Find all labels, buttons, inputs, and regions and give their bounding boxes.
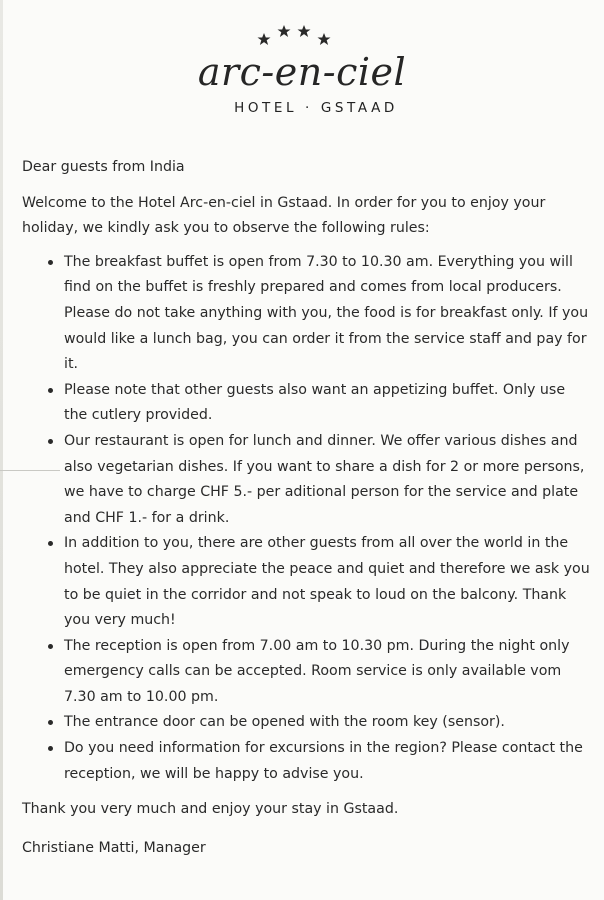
rule-text: The entrance door can be opened with the room key (sensor).	[64, 714, 505, 731]
list-item	[22, 250, 592, 378]
four-stars-icon	[254, 24, 334, 48]
rule-text: Do you need information for excursions in the region? Please contact the reception, we will be happy to advise you.	[64, 740, 583, 782]
bullet-icon	[48, 644, 53, 649]
list-item	[22, 378, 592, 429]
bullet-icon	[48, 260, 53, 265]
list-item	[22, 736, 592, 787]
letter-body	[22, 155, 592, 861]
list-item	[22, 634, 592, 711]
rule-text: The reception is open from 7.00 am to 10.30 pm. During the night only emergency calls can be accepted. Room service is only available vom 7.30 am to 10.00 pm.	[64, 637, 570, 705]
list-item	[22, 710, 592, 736]
rule-text: In addition to you, there are other guests from all over the world in the hotel. They also appreciate the peace and quiet and therefore we ask you to be quiet in the corridor and not speak to loud on the balcony. Thank you very much!	[64, 535, 590, 629]
hotel-location: HOTEL · GSTAAD	[234, 100, 398, 116]
bullet-icon	[48, 746, 53, 751]
signature-line: Christiane Matti, Manager	[22, 839, 206, 856]
rule-text: Please note that other guests also want an appetizing buffet. Only use the cutlery provided.	[64, 381, 566, 424]
bullet-icon	[48, 439, 53, 444]
rule-text: The breakfast buffet is open from 7.30 to 10.30 am. Everything you will find on the buffet is freshly prepared and comes from local producers. Please do not take anything with you, the food is for breakfast only. If you would like a lunch bag, you can order it from the service staff and pay for it.	[64, 253, 589, 373]
list-item	[22, 531, 592, 633]
bullet-icon	[48, 541, 53, 546]
rule-text: Our restaurant is open for lunch and dinner. We offer various dishes and also vegetarian dishes. If you want to share a dish for 2 or more persons, we have to charge CHF 5.- per aditional person for the service and plate and CHF 1.- for a drink.	[64, 432, 585, 526]
bullet-icon	[48, 388, 53, 393]
bullet-icon	[48, 720, 53, 725]
scan-edge	[0, 0, 3, 900]
greeting: Dear guests from India	[22, 159, 185, 175]
intro-paragraph: Welcome to the Hotel Arc-en-ciel in Gstaad. In order for you to enjoy your holiday, we kindly ask you to observe the following rules:	[22, 194, 546, 237]
closing-line: Thank you very much and enjoy your stay in Gstaad.	[22, 801, 399, 818]
rules-list	[22, 250, 592, 787]
hotel-logo: arc-en-ciel	[197, 50, 407, 94]
list-item	[22, 429, 592, 531]
